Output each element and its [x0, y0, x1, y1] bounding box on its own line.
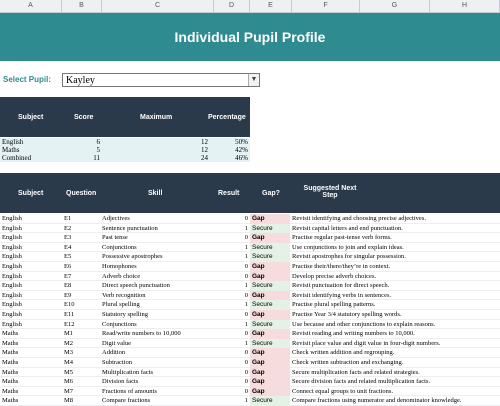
summary-score: 5	[96, 146, 100, 154]
table-row	[0, 224, 500, 234]
row-skill: Past tense	[102, 234, 128, 242]
chevron-down-icon[interactable]: ▼	[248, 74, 259, 86]
row-result: 1	[244, 339, 248, 347]
row-question: E11	[64, 310, 75, 318]
row-next-step: Revisit place value and digit value in four-digit numbers.	[292, 339, 441, 347]
row-subject: English	[2, 291, 22, 299]
row-gap-status: Gap	[250, 348, 290, 358]
row-result: 1	[244, 253, 248, 261]
row-next-step: Secure multiplication facts and related strategies.	[292, 368, 420, 376]
row-next-step: Check written addition and regrouping.	[292, 349, 395, 357]
row-skill: Adverb choice	[102, 272, 141, 280]
row-subject: Maths	[2, 387, 19, 395]
row-result: 1	[244, 282, 248, 290]
summary-percentage: 50%	[235, 138, 248, 146]
detail-table-header	[0, 173, 500, 213]
row-result: 0	[244, 368, 248, 376]
row-subject: Maths	[2, 358, 19, 366]
row-result: 0	[244, 262, 248, 270]
row-subject: English	[2, 243, 22, 251]
table-row	[0, 396, 500, 406]
column-header-f[interactable]: F	[292, 0, 360, 12]
row-question: E3	[64, 234, 72, 242]
row-question: E6	[64, 262, 72, 270]
summary-percentage: 46%	[235, 154, 248, 162]
detail-header-question: Question	[66, 190, 97, 197]
row-subject: Maths	[2, 378, 19, 386]
detail-table-body	[0, 214, 500, 406]
row-next-step: Compare fractions using numerator and denominator knowledge.	[292, 397, 462, 405]
row-skill: Division facts	[102, 378, 139, 386]
row-skill: Sentence punctuation	[102, 224, 158, 232]
row-gap-status: Gap	[250, 214, 290, 224]
row-gap-status: Secure	[250, 339, 290, 349]
row-subject: Maths	[2, 397, 19, 405]
row-result: 1	[244, 397, 248, 405]
row-result: 0	[244, 378, 248, 386]
row-skill: Direct speech punctuation	[102, 282, 170, 290]
table-row	[0, 320, 500, 330]
detail-header-next-line2: Step	[322, 192, 338, 199]
summary-header-percentage: Percentage	[208, 114, 246, 121]
row-subject: English	[2, 310, 22, 318]
row-skill: Possessive apostrophes	[102, 253, 163, 261]
row-next-step: Revisit apostrophes for singular possession.	[292, 253, 406, 261]
row-question: M7	[64, 387, 74, 395]
summary-header-maximum: Maximum	[140, 114, 173, 121]
row-question: M2	[64, 339, 74, 347]
detail-header-next-step	[300, 185, 360, 199]
row-subject: Maths	[2, 330, 19, 338]
row-skill: Fractions of amounts	[102, 387, 157, 395]
row-next-step: Use because and other conjunctions to explain reasons.	[292, 320, 436, 328]
summary-row	[0, 138, 250, 146]
row-question: E2	[64, 224, 72, 232]
table-row	[0, 214, 500, 224]
table-row	[0, 281, 500, 291]
row-subject: English	[2, 234, 22, 242]
row-skill: Compare fractions	[102, 397, 151, 405]
row-question: E1	[64, 215, 72, 222]
row-skill: Homophones	[102, 262, 137, 270]
select-pupil-label: Select Pupil:	[3, 75, 52, 84]
row-result: 1	[244, 320, 248, 328]
row-result: 0	[244, 330, 248, 338]
row-skill: Multiplication facts	[102, 368, 154, 376]
row-next-step: Practise regular past-tense verb forms.	[292, 234, 392, 242]
row-question: M5	[64, 368, 74, 376]
row-gap-status: Secure	[250, 224, 290, 234]
row-skill: Adjectives	[102, 215, 130, 222]
row-gap-status: Gap	[250, 377, 290, 387]
row-next-step: Practise their/there/they’re in context.	[292, 262, 391, 270]
column-header-h[interactable]: H	[430, 0, 500, 12]
row-result: 1	[244, 301, 248, 309]
detail-header-gap: Gap?	[262, 190, 280, 197]
row-question: M4	[64, 358, 74, 366]
row-next-step: Check written subtraction and exchanging.	[292, 358, 404, 366]
row-subject: English	[2, 262, 22, 270]
row-question: E8	[64, 282, 72, 290]
summary-header-score: Score	[74, 114, 94, 121]
row-result: 0	[244, 234, 248, 242]
row-next-step: Revisit identifying verbs in sentences.	[292, 291, 392, 299]
summary-subject: Maths	[2, 146, 20, 154]
column-header-b[interactable]: B	[62, 0, 102, 12]
row-gap-status: Gap	[250, 262, 290, 272]
row-gap-status: Gap	[250, 329, 290, 339]
table-row	[0, 377, 500, 387]
row-result: 0	[244, 310, 248, 318]
row-skill: Addition	[102, 349, 126, 357]
detail-header-subject: Subject	[18, 190, 44, 197]
pupil-dropdown-value: Kayley	[66, 75, 95, 86]
row-question: E5	[64, 253, 72, 261]
summary-score: 11	[93, 154, 100, 162]
detail-header-skill: Skill	[148, 190, 163, 197]
row-skill: Digit value	[102, 339, 132, 347]
row-skill: Verb recognition	[102, 291, 146, 299]
row-gap-status: Gap	[250, 291, 290, 301]
summary-row	[0, 154, 250, 162]
row-skill: Read/write numbers to 10,000	[102, 330, 181, 338]
summary-header-subject: Subject	[18, 114, 44, 121]
row-gap-status: Gap	[250, 272, 290, 282]
row-question: E7	[64, 272, 72, 280]
row-gap-status: Secure	[250, 252, 290, 262]
table-row	[0, 339, 500, 349]
row-question: E9	[64, 291, 72, 299]
row-gap-status: Gap	[250, 368, 290, 378]
row-result: 1	[244, 243, 248, 251]
table-row	[0, 368, 500, 378]
row-subject: English	[2, 272, 22, 280]
row-next-step: Practise plural spelling patterns.	[292, 301, 376, 309]
page-title: Individual Pupil Profile	[174, 29, 326, 45]
row-question: M1	[64, 330, 74, 338]
row-next-step: Use conjunctions to join and explain ideas.	[292, 243, 404, 251]
row-subject: English	[2, 253, 22, 261]
summary-row	[0, 146, 250, 154]
table-row	[0, 329, 500, 339]
column-header-d[interactable]: D	[214, 0, 250, 12]
row-result: 0	[244, 358, 248, 366]
row-subject: Maths	[2, 368, 19, 376]
row-result: 0	[244, 215, 248, 222]
row-question: M6	[64, 378, 74, 386]
row-next-step: Revisit identifying and choosing precise adjectives.	[292, 215, 426, 222]
row-question: M3	[64, 349, 74, 357]
row-question: E10	[64, 301, 75, 309]
row-skill: Subtraction	[102, 358, 132, 366]
row-skill: Conjunctions	[102, 320, 137, 328]
row-question: M8	[64, 397, 74, 405]
row-result: 0	[244, 349, 248, 357]
row-gap-status: Secure	[250, 243, 290, 253]
row-next-step: Connect equal groups to unit fractions.	[292, 387, 394, 395]
row-gap-status: Gap	[250, 387, 290, 397]
row-subject: English	[2, 320, 22, 328]
column-header-a[interactable]: A	[0, 0, 62, 12]
table-row	[0, 262, 500, 272]
row-skill: Conjunctions	[102, 243, 137, 251]
row-subject: English	[2, 224, 22, 232]
summary-maximum: 24	[201, 154, 208, 162]
row-subject: English	[2, 215, 22, 222]
table-row	[0, 291, 500, 301]
summary-maximum: 12	[201, 138, 208, 146]
row-next-step: Develop precise adverb choices.	[292, 272, 377, 280]
summary-subject: English	[2, 138, 24, 146]
column-header-c[interactable]: C	[102, 0, 214, 12]
row-gap-status: Gap	[250, 233, 290, 243]
summary-table-header	[0, 97, 250, 137]
row-result: 0	[244, 291, 248, 299]
summary-table-body	[0, 138, 250, 162]
table-row	[0, 358, 500, 368]
summary-maximum: 12	[201, 146, 208, 154]
row-result: 0	[244, 387, 248, 395]
row-question: E12	[64, 320, 75, 328]
row-subject: Maths	[2, 339, 19, 347]
row-gap-status: Gap	[250, 358, 290, 368]
row-subject: English	[2, 301, 22, 309]
row-skill: Statutory spelling	[102, 310, 149, 318]
row-next-step: Revisit punctuation for direct speech.	[292, 282, 390, 290]
summary-percentage: 42%	[235, 146, 248, 154]
row-result: 0	[244, 272, 248, 280]
detail-header-result: Result	[218, 190, 240, 197]
row-next-step: Secure division facts and related multiplication facts.	[292, 378, 431, 386]
detail-header-next-line1: Suggested Next	[303, 185, 357, 192]
row-next-step: Revisit reading and writing numbers to 10,000.	[292, 330, 415, 338]
table-row	[0, 387, 500, 397]
table-row	[0, 310, 500, 320]
row-question: E4	[64, 243, 72, 251]
row-gap-status: Secure	[250, 396, 290, 406]
row-subject: Maths	[2, 349, 19, 357]
row-subject: English	[2, 282, 22, 290]
pupil-select-row	[0, 72, 500, 88]
table-row	[0, 243, 500, 253]
row-gap-status: Secure	[250, 300, 290, 310]
row-gap-status: Secure	[250, 281, 290, 291]
table-row	[0, 233, 500, 243]
row-gap-status: Gap	[250, 310, 290, 320]
pupil-dropdown[interactable]	[62, 73, 260, 87]
row-next-step: Revisit capital letters and end punctuation.	[292, 224, 403, 232]
table-row	[0, 272, 500, 282]
column-header-bar	[0, 0, 500, 13]
row-skill: Plural spelling	[102, 301, 140, 309]
row-gap-status: Secure	[250, 320, 290, 330]
table-row	[0, 252, 500, 262]
summary-score: 6	[96, 138, 100, 146]
row-result: 1	[244, 224, 248, 232]
table-row	[0, 300, 500, 310]
summary-subject: Combined	[2, 154, 32, 162]
title-banner	[0, 13, 500, 61]
table-row	[0, 348, 500, 358]
row-next-step: Practise Year 3/4 statutory spelling words.	[292, 310, 402, 318]
column-header-e[interactable]: E	[250, 0, 292, 12]
column-header-g[interactable]: G	[360, 0, 430, 12]
